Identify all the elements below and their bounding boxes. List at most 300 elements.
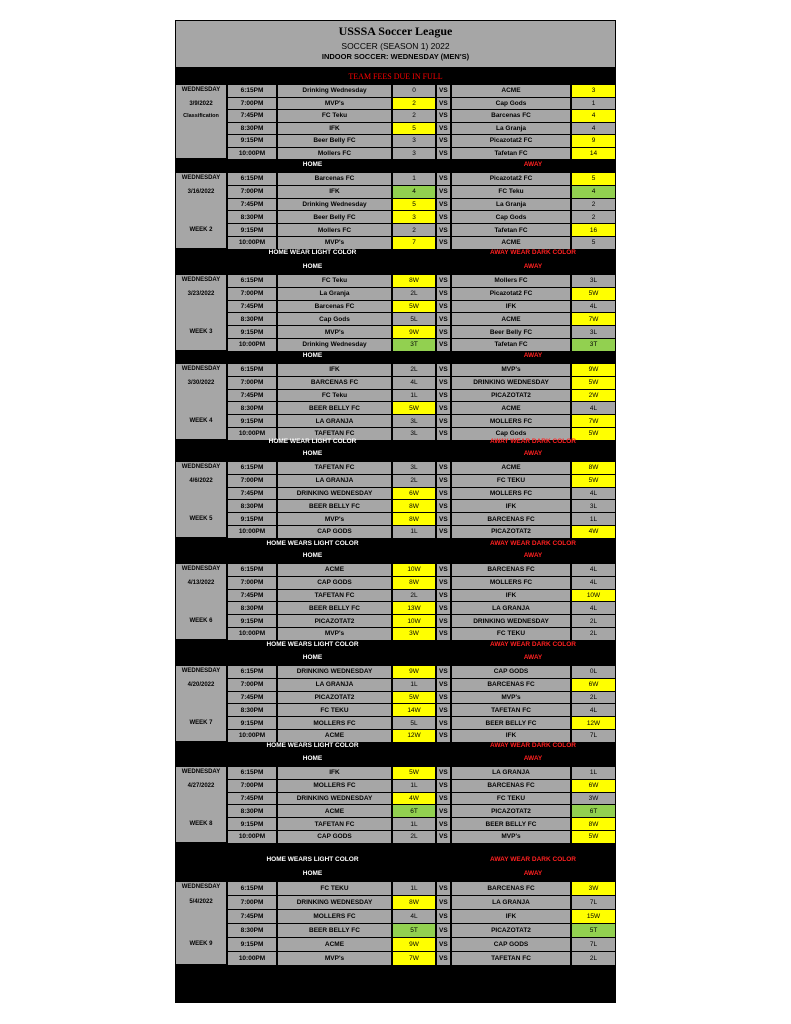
away-team: Picazotat2 FC	[451, 134, 571, 148]
home-score: 0	[392, 84, 436, 98]
away-color-note: AWAY WEAR DARK COLOR	[490, 641, 576, 648]
game-time: 9:15PM	[227, 414, 277, 428]
game-time: 9:15PM	[227, 614, 277, 628]
home-team: IFK	[277, 185, 392, 199]
vs-label: VS	[436, 678, 451, 692]
home-score: 8W	[392, 576, 436, 590]
away-score: 8W	[571, 817, 616, 831]
league-header	[175, 20, 616, 68]
game-time: 7:45PM	[227, 300, 277, 314]
vs-label: VS	[436, 766, 451, 780]
away-team: TAFETAN FC	[451, 703, 571, 717]
game-time: 7:45PM	[227, 589, 277, 603]
away-team: ACME	[451, 84, 571, 98]
vs-label: VS	[436, 461, 451, 475]
week-day-column	[175, 563, 227, 640]
away-team: DRINKING WEDNESDAY	[451, 376, 571, 390]
vs-label: VS	[436, 881, 451, 896]
home-label: HOME	[302, 551, 323, 559]
home-score: 12W	[392, 729, 436, 743]
home-team: IFK	[277, 363, 392, 377]
vs-label: VS	[436, 589, 451, 603]
home-team: BARCENAS FC	[277, 376, 392, 390]
game-time: 7:00PM	[227, 287, 277, 301]
game-time: 7:00PM	[227, 779, 277, 793]
home-score: 9W	[392, 665, 436, 679]
game-time: 6:15PM	[227, 363, 277, 377]
home-team: Mollers FC	[277, 223, 392, 237]
home-color-note: HOME WEARS LIGHT COLOR	[266, 742, 359, 749]
week-day-column	[175, 461, 227, 538]
home-team: MOLLERS FC	[277, 716, 392, 730]
away-team: PICAZOTAT2	[451, 923, 571, 938]
home-score: 7W	[392, 951, 436, 966]
home-team: BEER BELLY FC	[277, 401, 392, 415]
home-score: 6T	[392, 804, 436, 818]
away-team: Beer Belly FC	[451, 325, 571, 339]
away-label: AWAY	[523, 754, 543, 762]
vs-label: VS	[436, 895, 451, 910]
vs-label: VS	[436, 84, 451, 98]
home-team: Mollers FC	[277, 147, 392, 161]
vs-label: VS	[436, 312, 451, 326]
home-color-note: HOME WEAR LIGHT COLOR	[268, 438, 357, 445]
home-color-note: HOME WEAR LIGHT COLOR	[268, 249, 357, 256]
vs-label: VS	[436, 185, 451, 199]
week-day: WEDNESDAY	[181, 366, 221, 372]
game-time: 8:30PM	[227, 703, 277, 717]
away-label: AWAY	[523, 449, 543, 457]
vs-label: VS	[436, 325, 451, 339]
week-date: 4/6/2022	[189, 477, 213, 484]
away-score: 4	[571, 109, 616, 123]
home-color-note: HOME WEARS LIGHT COLOR	[266, 856, 359, 863]
home-score: 1L	[392, 678, 436, 692]
away-team: DRINKING WEDNESDAY	[451, 614, 571, 628]
game-time: 6:15PM	[227, 665, 277, 679]
home-score: 2L	[392, 363, 436, 377]
away-team: IFK	[451, 729, 571, 743]
home-away-banner	[175, 653, 616, 666]
away-team: ACME	[451, 312, 571, 326]
away-score: 4	[571, 122, 616, 136]
vs-label: VS	[436, 122, 451, 136]
away-color-note: AWAY WEAR DARK COLOR	[490, 742, 576, 749]
home-label: HOME	[302, 869, 323, 877]
vs-label: VS	[436, 376, 451, 390]
away-score: 7W	[571, 414, 616, 428]
away-team: IFK	[451, 909, 571, 924]
home-score: 1L	[392, 817, 436, 831]
away-score: 4L	[571, 300, 616, 314]
home-team: TAFETAN FC	[277, 817, 392, 831]
away-score: 9	[571, 134, 616, 148]
away-team: TAFETAN FC	[451, 951, 571, 966]
away-team: Cap Gods	[451, 97, 571, 111]
home-score: 5W	[392, 766, 436, 780]
game-time: 8:30PM	[227, 923, 277, 938]
home-away-banner	[175, 351, 616, 364]
home-team: BEER BELLY FC	[277, 923, 392, 938]
home-team: ACME	[277, 729, 392, 743]
home-score: 3	[392, 134, 436, 148]
away-score: 3L	[571, 325, 616, 339]
home-team: MOLLERS FC	[277, 909, 392, 924]
away-team: Tafetan FC	[451, 147, 571, 161]
vs-label: VS	[436, 487, 451, 501]
away-score: 16	[571, 223, 616, 237]
home-away-banner	[175, 869, 616, 882]
vs-label: VS	[436, 499, 451, 513]
home-score: 3L	[392, 414, 436, 428]
away-score: 7L	[571, 729, 616, 743]
home-label: HOME	[302, 351, 323, 359]
home-team: BEER BELLY FC	[277, 499, 392, 513]
vs-label: VS	[436, 563, 451, 577]
away-team: Barcenas FC	[451, 109, 571, 123]
home-label: HOME	[302, 160, 323, 168]
game-time: 9:15PM	[227, 937, 277, 952]
away-team: La Granja	[451, 122, 571, 136]
game-time: 7:45PM	[227, 389, 277, 403]
away-score: 7L	[571, 895, 616, 910]
away-score: 3L	[571, 274, 616, 288]
away-team: CAP GODS	[451, 665, 571, 679]
away-score: 5	[571, 236, 616, 250]
vs-label: VS	[436, 474, 451, 488]
game-time: 7:45PM	[227, 691, 277, 705]
home-team: MVP's	[277, 97, 392, 111]
game-time: 8:30PM	[227, 122, 277, 136]
vs-label: VS	[436, 576, 451, 590]
home-score: 5W	[392, 300, 436, 314]
home-away-banner	[175, 754, 616, 767]
week-date: 5/4/2022	[189, 899, 213, 905]
game-time: 7:45PM	[227, 198, 277, 212]
home-team: Cap Gods	[277, 312, 392, 326]
home-score: 3	[392, 147, 436, 161]
week-day: WEDNESDAY	[181, 277, 221, 283]
division-label: INDOOR SOCCER: WEDNESDAY (MEN'S)	[321, 52, 470, 61]
home-score: 10W	[392, 614, 436, 628]
away-label: AWAY	[523, 160, 543, 168]
game-time: 6:15PM	[227, 274, 277, 288]
home-color-note: HOME WEARS LIGHT COLOR	[266, 641, 359, 648]
home-team: TAFETAN FC	[277, 461, 392, 475]
away-team: LA GRANJA	[451, 895, 571, 910]
week-label: WEEK 7	[189, 720, 213, 727]
jersey-banner	[175, 640, 616, 653]
home-color-note: HOME WEARS LIGHT COLOR	[266, 540, 359, 547]
vs-label: VS	[436, 223, 451, 237]
vs-label: VS	[436, 614, 451, 628]
away-team: MOLLERS FC	[451, 576, 571, 590]
vs-label: VS	[436, 274, 451, 288]
home-score: 2	[392, 223, 436, 237]
away-score: 4L	[571, 563, 616, 577]
away-score: 3W	[571, 881, 616, 896]
away-score: 1L	[571, 766, 616, 780]
away-team: LA GRANJA	[451, 766, 571, 780]
home-team: CAP GODS	[277, 830, 392, 844]
away-team: Picazotat2 FC	[451, 172, 571, 186]
away-team: FC TEKU	[451, 792, 571, 806]
away-label: AWAY	[523, 262, 543, 270]
game-time: 6:15PM	[227, 766, 277, 780]
home-team: CAP GODS	[277, 525, 392, 539]
game-time: 6:15PM	[227, 881, 277, 896]
week-day: WEDNESDAY	[181, 464, 221, 470]
home-score: 9W	[392, 325, 436, 339]
home-score: 1	[392, 172, 436, 186]
week-day: WEDNESDAY	[181, 566, 221, 572]
game-time: 6:15PM	[227, 563, 277, 577]
week-day-column	[175, 665, 227, 742]
week-day: WEDNESDAY	[181, 884, 221, 890]
vs-label: VS	[436, 525, 451, 539]
away-team: LA GRANJA	[451, 601, 571, 615]
home-score: 1L	[392, 881, 436, 896]
home-team: FC Teku	[277, 274, 392, 288]
home-score: 4L	[392, 909, 436, 924]
week-day: WEDNESDAY	[181, 87, 221, 93]
week-label: WEEK 8	[189, 821, 213, 828]
away-score: 2	[571, 198, 616, 212]
home-team: ACME	[277, 937, 392, 952]
game-time: 7:00PM	[227, 185, 277, 199]
game-time: 9:15PM	[227, 512, 277, 526]
game-time: 7:45PM	[227, 487, 277, 501]
week-day-column	[175, 363, 227, 440]
away-team: MOLLERS FC	[451, 487, 571, 501]
away-team: MVP's	[451, 691, 571, 705]
game-time: 8:30PM	[227, 499, 277, 513]
away-score: 5W	[571, 427, 616, 441]
game-time: 8:30PM	[227, 210, 277, 224]
week-date: 4/20/2022	[187, 681, 215, 688]
home-team: MVP's	[277, 236, 392, 250]
home-score: 2L	[392, 830, 436, 844]
home-score: 8W	[392, 895, 436, 910]
week-date: 3/9/2022	[189, 100, 213, 107]
schedule-sheet	[175, 20, 616, 1003]
home-score: 10W	[392, 563, 436, 577]
home-team: DRINKING WEDNESDAY	[277, 487, 392, 501]
game-time: 7:00PM	[227, 895, 277, 910]
week-label: WEEK 3	[189, 329, 213, 336]
away-team: IFK	[451, 300, 571, 314]
away-team: BARCENAS FC	[451, 512, 571, 526]
vs-label: VS	[436, 389, 451, 403]
away-team: Tafetan FC	[451, 338, 571, 352]
home-team: Drinking Wednesday	[277, 338, 392, 352]
league-title: USSSA Soccer League	[338, 24, 453, 38]
game-time: 8:30PM	[227, 804, 277, 818]
away-color-note: AWAY WEAR DARK COLOR	[490, 438, 576, 445]
week-label: WEEK 6	[189, 618, 213, 625]
home-team: DRINKING WEDNESDAY	[277, 895, 392, 910]
home-away-banner	[175, 160, 616, 173]
away-score: 5W	[571, 287, 616, 301]
away-team: FC TEKU	[451, 474, 571, 488]
week-date: 3/23/2022	[187, 290, 215, 297]
home-score: 5	[392, 122, 436, 136]
home-score: 5W	[392, 691, 436, 705]
vs-label: VS	[436, 601, 451, 615]
home-score: 4L	[392, 376, 436, 390]
away-score: 4W	[571, 525, 616, 539]
away-score: 3W	[571, 792, 616, 806]
away-score: 2L	[571, 951, 616, 966]
vs-label: VS	[436, 817, 451, 831]
game-time: 7:45PM	[227, 792, 277, 806]
away-score: 4L	[571, 401, 616, 415]
away-score: 7L	[571, 937, 616, 952]
away-score: 14	[571, 147, 616, 161]
home-score: 2	[392, 109, 436, 123]
away-team: PICAZOTAT2	[451, 804, 571, 818]
away-score: 4L	[571, 487, 616, 501]
away-color-note: AWAY WEAR DARK COLOR	[490, 856, 576, 863]
home-score: 13W	[392, 601, 436, 615]
vs-label: VS	[436, 729, 451, 743]
away-score: 2	[571, 210, 616, 224]
home-team: MVP's	[277, 627, 392, 641]
home-team: Barcenas FC	[277, 172, 392, 186]
game-time: 10:00PM	[227, 147, 277, 161]
away-team: FC TEKU	[451, 627, 571, 641]
home-team: BEER BELLY FC	[277, 601, 392, 615]
home-team: FC TEKU	[277, 703, 392, 717]
home-label: HOME	[302, 653, 323, 661]
away-label: AWAY	[523, 551, 543, 559]
home-score: 5L	[392, 716, 436, 730]
away-score: 2L	[571, 614, 616, 628]
away-score: 4L	[571, 576, 616, 590]
away-color-note: AWAY WEAR DARK COLOR	[490, 249, 576, 256]
week-day: WEDNESDAY	[181, 175, 221, 181]
week-label: WEEK 9	[189, 941, 213, 947]
away-team: IFK	[451, 499, 571, 513]
jersey-banner	[175, 741, 616, 754]
home-team: LA GRANJA	[277, 414, 392, 428]
home-score: 5L	[392, 312, 436, 326]
game-time: 7:00PM	[227, 678, 277, 692]
home-score: 2L	[392, 474, 436, 488]
home-score: 9W	[392, 937, 436, 952]
away-team: Cap Gods	[451, 427, 571, 441]
away-score: 2L	[571, 691, 616, 705]
home-team: Drinking Wednesday	[277, 84, 392, 98]
away-team: MOLLERS FC	[451, 414, 571, 428]
vs-label: VS	[436, 109, 451, 123]
home-score: 5T	[392, 923, 436, 938]
vs-label: VS	[436, 937, 451, 952]
season-subtitle: SOCCER (SEASON 1) 2022	[341, 41, 450, 51]
home-score: 2L	[392, 589, 436, 603]
away-team: Tafetan FC	[451, 223, 571, 237]
home-score: 6W	[392, 487, 436, 501]
week-day: WEDNESDAY	[181, 668, 221, 674]
home-team: TAFETAN FC	[277, 589, 392, 603]
home-team: TAFETAN FC	[277, 427, 392, 441]
week-label: WEEK 5	[189, 516, 213, 523]
away-team: BARCENAS FC	[451, 563, 571, 577]
home-team: LA GRANJA	[277, 474, 392, 488]
away-score: 5W	[571, 474, 616, 488]
game-time: 10:00PM	[227, 627, 277, 641]
week-day-column	[175, 274, 227, 351]
vs-label: VS	[436, 716, 451, 730]
home-score: 1L	[392, 389, 436, 403]
home-team: Beer Belly FC	[277, 134, 392, 148]
week-date: 4/13/2022	[187, 579, 215, 586]
away-score: 3L	[571, 499, 616, 513]
away-team: PICAZOTAT2	[451, 525, 571, 539]
away-score: 5T	[571, 923, 616, 938]
home-label: HOME	[302, 262, 323, 270]
home-score: 14W	[392, 703, 436, 717]
away-score: 2W	[571, 389, 616, 403]
home-team: Beer Belly FC	[277, 210, 392, 224]
home-score: 4W	[392, 792, 436, 806]
game-time: 10:00PM	[227, 951, 277, 966]
vs-label: VS	[436, 363, 451, 377]
vs-label: VS	[436, 830, 451, 844]
week-day-column	[175, 881, 227, 965]
game-time: 6:15PM	[227, 84, 277, 98]
week-day-column	[175, 172, 227, 249]
home-label: HOME	[302, 754, 323, 762]
home-away-banner	[175, 262, 616, 275]
home-score: 7	[392, 236, 436, 250]
vs-label: VS	[436, 792, 451, 806]
fees-notice: TEAM FEES DUE IN FULL	[348, 72, 443, 81]
vs-label: VS	[436, 427, 451, 441]
away-team: BEER BELLY FC	[451, 716, 571, 730]
game-time: 6:15PM	[227, 172, 277, 186]
home-score: 2	[392, 97, 436, 111]
week-date: 3/16/2022	[187, 188, 215, 195]
game-time: 8:30PM	[227, 601, 277, 615]
vs-label: VS	[436, 923, 451, 938]
away-team: BARCENAS FC	[451, 881, 571, 896]
away-score: 5	[571, 172, 616, 186]
week-label: WEEK 2	[189, 227, 213, 234]
home-score: 3T	[392, 338, 436, 352]
home-score: 1L	[392, 525, 436, 539]
home-team: Drinking Wednesday	[277, 198, 392, 212]
week-label: Classification	[183, 113, 219, 119]
week-day-column	[175, 766, 227, 843]
home-team: MOLLERS FC	[277, 779, 392, 793]
home-team: MVP's	[277, 951, 392, 966]
home-score: 5	[392, 198, 436, 212]
home-score: 3L	[392, 427, 436, 441]
game-time: 7:00PM	[227, 474, 277, 488]
away-score: 4L	[571, 601, 616, 615]
home-score: 3L	[392, 461, 436, 475]
away-team: Cap Gods	[451, 210, 571, 224]
jersey-banner	[175, 147, 616, 160]
week-label: WEEK 4	[189, 418, 213, 425]
home-team: PICAZOTAT2	[277, 691, 392, 705]
vs-label: VS	[436, 414, 451, 428]
vs-label: VS	[436, 779, 451, 793]
away-score: 6T	[571, 804, 616, 818]
game-time: 10:00PM	[227, 729, 277, 743]
away-team: IFK	[451, 589, 571, 603]
